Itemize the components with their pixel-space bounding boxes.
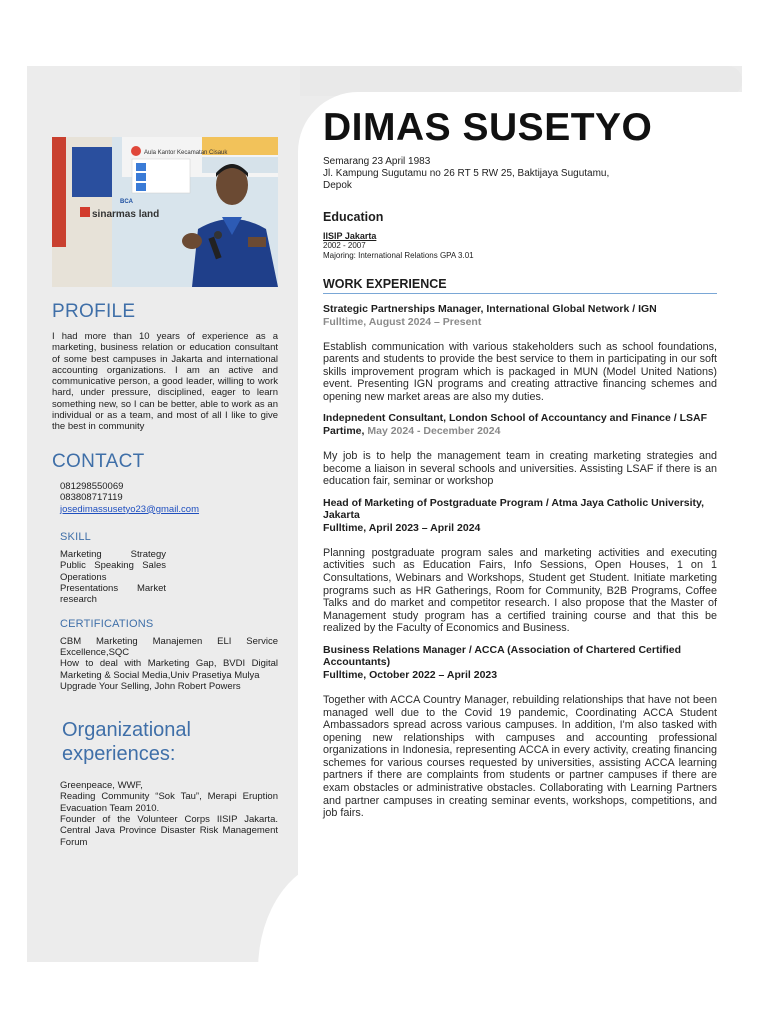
- org-item: Founder of the Volunteer Corps IISIP Jakarta. Central Java Province Disaster Risk Management Forum: [60, 814, 278, 848]
- address-line-1: Jl. Kampung Sugutamu no 26 RT 5 RW 25, Baktijaya Sugutamu,: [323, 168, 610, 179]
- job-type: Partime,: [323, 424, 365, 437]
- job-period-line: [323, 425, 717, 438]
- certification-item: Upgrade Your Selling, John Robert Powers: [60, 680, 241, 692]
- work-experience-heading: WORK EXPERIENCE: [323, 277, 717, 294]
- email-link[interactable]: josedimassusetyo23@gmail.com: [60, 503, 200, 515]
- sidebar: [52, 137, 278, 848]
- job-title: Business Relations Manager / ACCA (Association of Chartered Certified Accountants): [323, 643, 682, 669]
- job-description: Establish communication with various stakeholders such as school foundations, parents and students to provide the best service to them in participating in our soft skills improvement program which is packaged in MUN (Model United Nations) event. Presenting IGN programs and creating attractive financing schemes and opening new market areas are also my duties.: [323, 340, 717, 403]
- education-heading: Education: [323, 210, 384, 224]
- job-entry: [323, 412, 717, 487]
- phone-2: 083808717119: [60, 492, 123, 504]
- brand-sinarmas: sinarmas land: [92, 209, 160, 220]
- certifications-list: [60, 636, 278, 692]
- skill-text: Marketing Strategy Public Speaking Sales Operations Presentations Market research: [60, 549, 166, 606]
- job-title: Head of Marketing of Postgraduate Program / Atma Jaya Catholic University, Jakarta: [323, 496, 705, 522]
- job-title: Strategic Partnerships Manager, International Global Network / IGN: [323, 303, 657, 315]
- banner-text: Aula Kantor Kecamatan Cisauk: [144, 150, 228, 156]
- job-description: Planning postgraduate program sales and marketing activities and executing activities such as Education Fairs, Info Sessions, Open Houses, 1 on 1 Consultations, Webinars and Workshops, Student get Student. Initiate marketing programs such as HR Gatherings, Room for Community, B2B Programs, Coffee Talks and do market and competitor research. I also propose that the Master of Management study program has a certified training course and that this be realized by the Faculty of Economics and Business.: [323, 546, 717, 635]
- job-period: Fulltime, April 2023 – April 2024: [323, 521, 481, 534]
- organizational-heading-line1: Organizational: [62, 719, 191, 742]
- address-block: [323, 156, 717, 192]
- job-entry: [323, 303, 717, 403]
- profile-heading: PROFILE: [52, 301, 136, 322]
- education-school: IISIP Jakarta: [323, 231, 377, 241]
- brand-bca: BCA: [120, 199, 133, 205]
- organizational-heading-line2: experiences:: [62, 743, 176, 766]
- profile-text: I had more than 10 years of experience as a marketing, business relation or education consultant of some best campuses in Jakarta and international accounting organizations. I am an active and communicative person, a good leader, willing to work hard, under pressure, disciplined, eager to learn something new, so I can be better, able to work as an individual or as a team, and most of all I like to give the best in community: [52, 331, 278, 433]
- page-bottom: [27, 962, 768, 1024]
- education-major: Majoring: International Relations GPA 3.01: [323, 251, 474, 260]
- job-period: Fulltime, August 2024 – Present: [323, 315, 482, 328]
- org-item: Greenpeace, WWF,: [60, 780, 143, 792]
- phone-1: 081298550069: [60, 480, 124, 492]
- main-column: [323, 106, 717, 820]
- job-description: Together with ACCA Country Manager, rebuilding relationships that have not been managed well due to the Covid 19 pandemic, Coordinating ACCA Student Ambassadors spread across various campuses. In addition, I'm also tasked with opening new relationships with campuses and accounting professional organizations in Indonesia, representing ACCA in every activity, creating financing schemes for various courses requested by universities, assisting ACCA learning partners if there are complaints from students or partner campuses if there are exam obstacles or administrative obstacles. Collaborating with Learning Partners and partner campuses in creating seminar events, workshops, competitions, and job fairs.: [323, 693, 717, 820]
- job-entry: [323, 644, 717, 820]
- education-years: 2002 - 2007: [323, 241, 366, 250]
- certification-item: CBM Marketing Manajemen ELI Service Excellence,SQC: [60, 635, 278, 658]
- birth-info: Semarang 23 April 1983: [323, 156, 431, 167]
- job-description: My job is to help the management team in creating marketing strategies and become a liaison in several schools and universities. Assisting LSAF if there is an education fair, seminar or workshop: [323, 449, 717, 488]
- job-title: Indepnedent Consultant, London School of Accountancy and Finance / LSAF: [323, 412, 708, 425]
- organizational-heading: [62, 718, 278, 766]
- org-item: Reading Community “Sok Tau”, Merapi Eruption Evacuation Team 2010.: [60, 791, 278, 814]
- certification-item: How to deal with Marketing Gap, BVDI Digital Marketing & Social Media,Univ Prasetiya Mulya: [60, 658, 278, 681]
- job-entry: [323, 497, 717, 635]
- address-line-2: Depok: [323, 180, 352, 191]
- skill-heading: SKILL: [60, 531, 91, 544]
- job-period: Fulltime, October 2022 – April 2023: [323, 668, 498, 681]
- job-period: May 2024 - December 2024: [367, 424, 501, 437]
- contact-heading: CONTACT: [52, 450, 145, 472]
- organizational-list: [60, 780, 278, 848]
- profile-photo: [52, 137, 278, 287]
- candidate-name: DIMAS SUSETYO: [323, 106, 653, 149]
- certifications-heading: CERTIFICATIONS: [60, 617, 154, 630]
